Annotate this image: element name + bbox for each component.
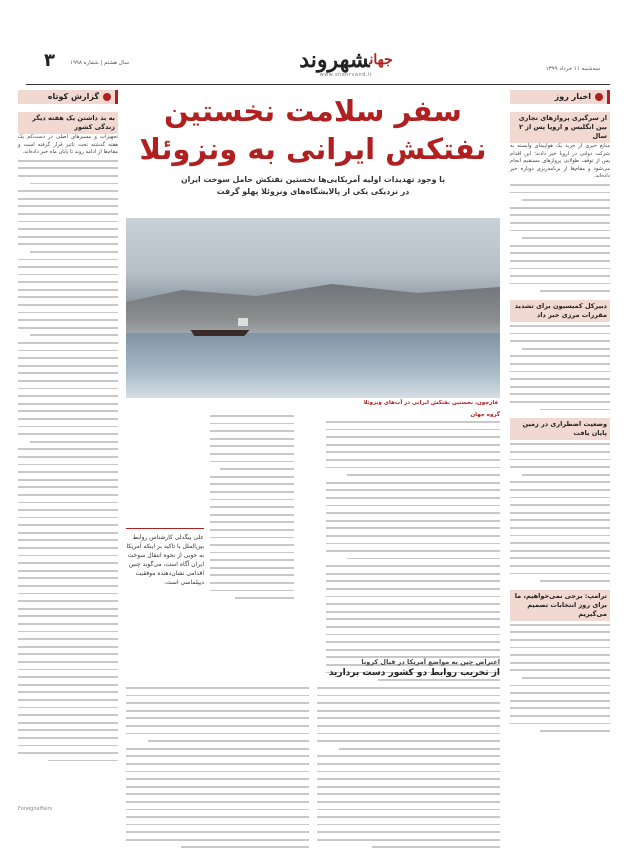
pull-quote: علی بیگدلی کارشناس روابط بین‌الملل با تاکید بر اینکه آمریکا به خوبی از نحوه انتقال سوخت ایران آگاه است، می‌گوید چنین اقدامی نشان‌دهنده موفقیت دیپلماسی است.	[126, 528, 204, 587]
section-header-short-report	[18, 90, 118, 104]
secondary-story	[126, 656, 500, 854]
photo-caption: فارچون، نخستین نفتکش ایرانی در آب‌های ونزوئلا	[363, 400, 498, 406]
page-header	[26, 48, 610, 84]
main-story	[126, 90, 500, 810]
story-title: از سرگیری پروازهای تجاری بین انگلیس و اروپا پس از ۲ سال	[510, 112, 610, 143]
secondary-body-col	[126, 687, 309, 854]
story-title: دبیرکل کمیسیون برای تشدید مقررات مرزی خبر داد	[510, 300, 610, 322]
tanker-photo	[126, 218, 500, 398]
story-body-col-1	[326, 412, 500, 687]
headline-line: نفتکش ایرانی به ونزوئلا	[139, 132, 487, 166]
lead-line: با وجود تهدیدات اولیه آمریکایی‌ها نخستین نفتکش حامل سوخت ایران	[180, 175, 446, 184]
headline-line: سفر سلامت نخستین	[164, 94, 462, 128]
section-icon	[595, 93, 603, 101]
issue-number: سال هشتم | شماره ۱۹۹۸	[70, 60, 130, 66]
story-body	[510, 443, 610, 581]
issue-date: سه‌شنبه ۱۱ خرداد ۱۳۹۹	[545, 66, 600, 72]
story-body	[510, 624, 610, 732]
story-title: وضعیت اضطراری در زمین پایان یافت	[510, 418, 610, 440]
secondary-kicker: اعتراض چین به مواضع آمریکا در قبال کرونا	[361, 658, 500, 666]
story-body	[510, 184, 610, 292]
news-column-left	[18, 90, 118, 810]
photo-hill	[126, 278, 500, 338]
ship-bridge	[238, 318, 248, 326]
story-body	[18, 160, 118, 762]
byline: گروه جهان	[470, 412, 500, 418]
page-number: ۳	[44, 50, 55, 71]
logo-accent: جهان	[369, 52, 393, 68]
story-body	[510, 325, 610, 410]
story-text: تجهیزات و مسیرهای اصلی در دست‌کم یک هفته گذشته تحت تاثیر قرار گرفته است و مقام‌ها از ادامه روند تا پایان ماه خبر داده‌اند.	[18, 134, 118, 156]
story-text: منابع خبری از خرید یک هواپیمای وابسته به شرکت دولتی در اروپا خبر دادند؛ این اقدام پس از توقف طولانی پروازهای مستقیم انجام می‌شود و مقام‌ها از برنامه‌ریزی دوباره خبر داده‌اند.	[510, 143, 610, 180]
news-column-right	[510, 90, 610, 790]
header-divider	[26, 84, 610, 85]
section-icon	[103, 93, 111, 101]
logo-main: شهروند	[299, 47, 370, 73]
section-header-daily-news	[510, 90, 610, 104]
photo-sea	[126, 333, 500, 398]
newspaper-logo	[296, 48, 396, 80]
section-title: گزارش کوتاه	[47, 92, 99, 101]
headline	[126, 92, 500, 168]
footer-credit: Foreignaffairs	[18, 806, 53, 812]
site-url[interactable]: www.shahrvand.ir	[319, 72, 373, 78]
lead-line: در نزدیکی یکی از پالایشگاه‌های ونزوئلا پهلو گرفت	[216, 187, 410, 196]
secondary-body-col	[317, 687, 500, 854]
secondary-headline: از تخریب روابط دو کشور دست بردارید	[328, 668, 500, 678]
story-title: به بد داشتن یک هفته دیگر زندگی کشور	[18, 112, 118, 134]
story-title: ترامپ: برجی نمی‌خواهیم، ما برای روز انتخابات تصمیم می‌گیریم	[510, 590, 610, 621]
section-title: اخبار روز	[554, 92, 591, 101]
lead-paragraph	[126, 174, 500, 198]
story-body-col-2	[210, 412, 294, 605]
